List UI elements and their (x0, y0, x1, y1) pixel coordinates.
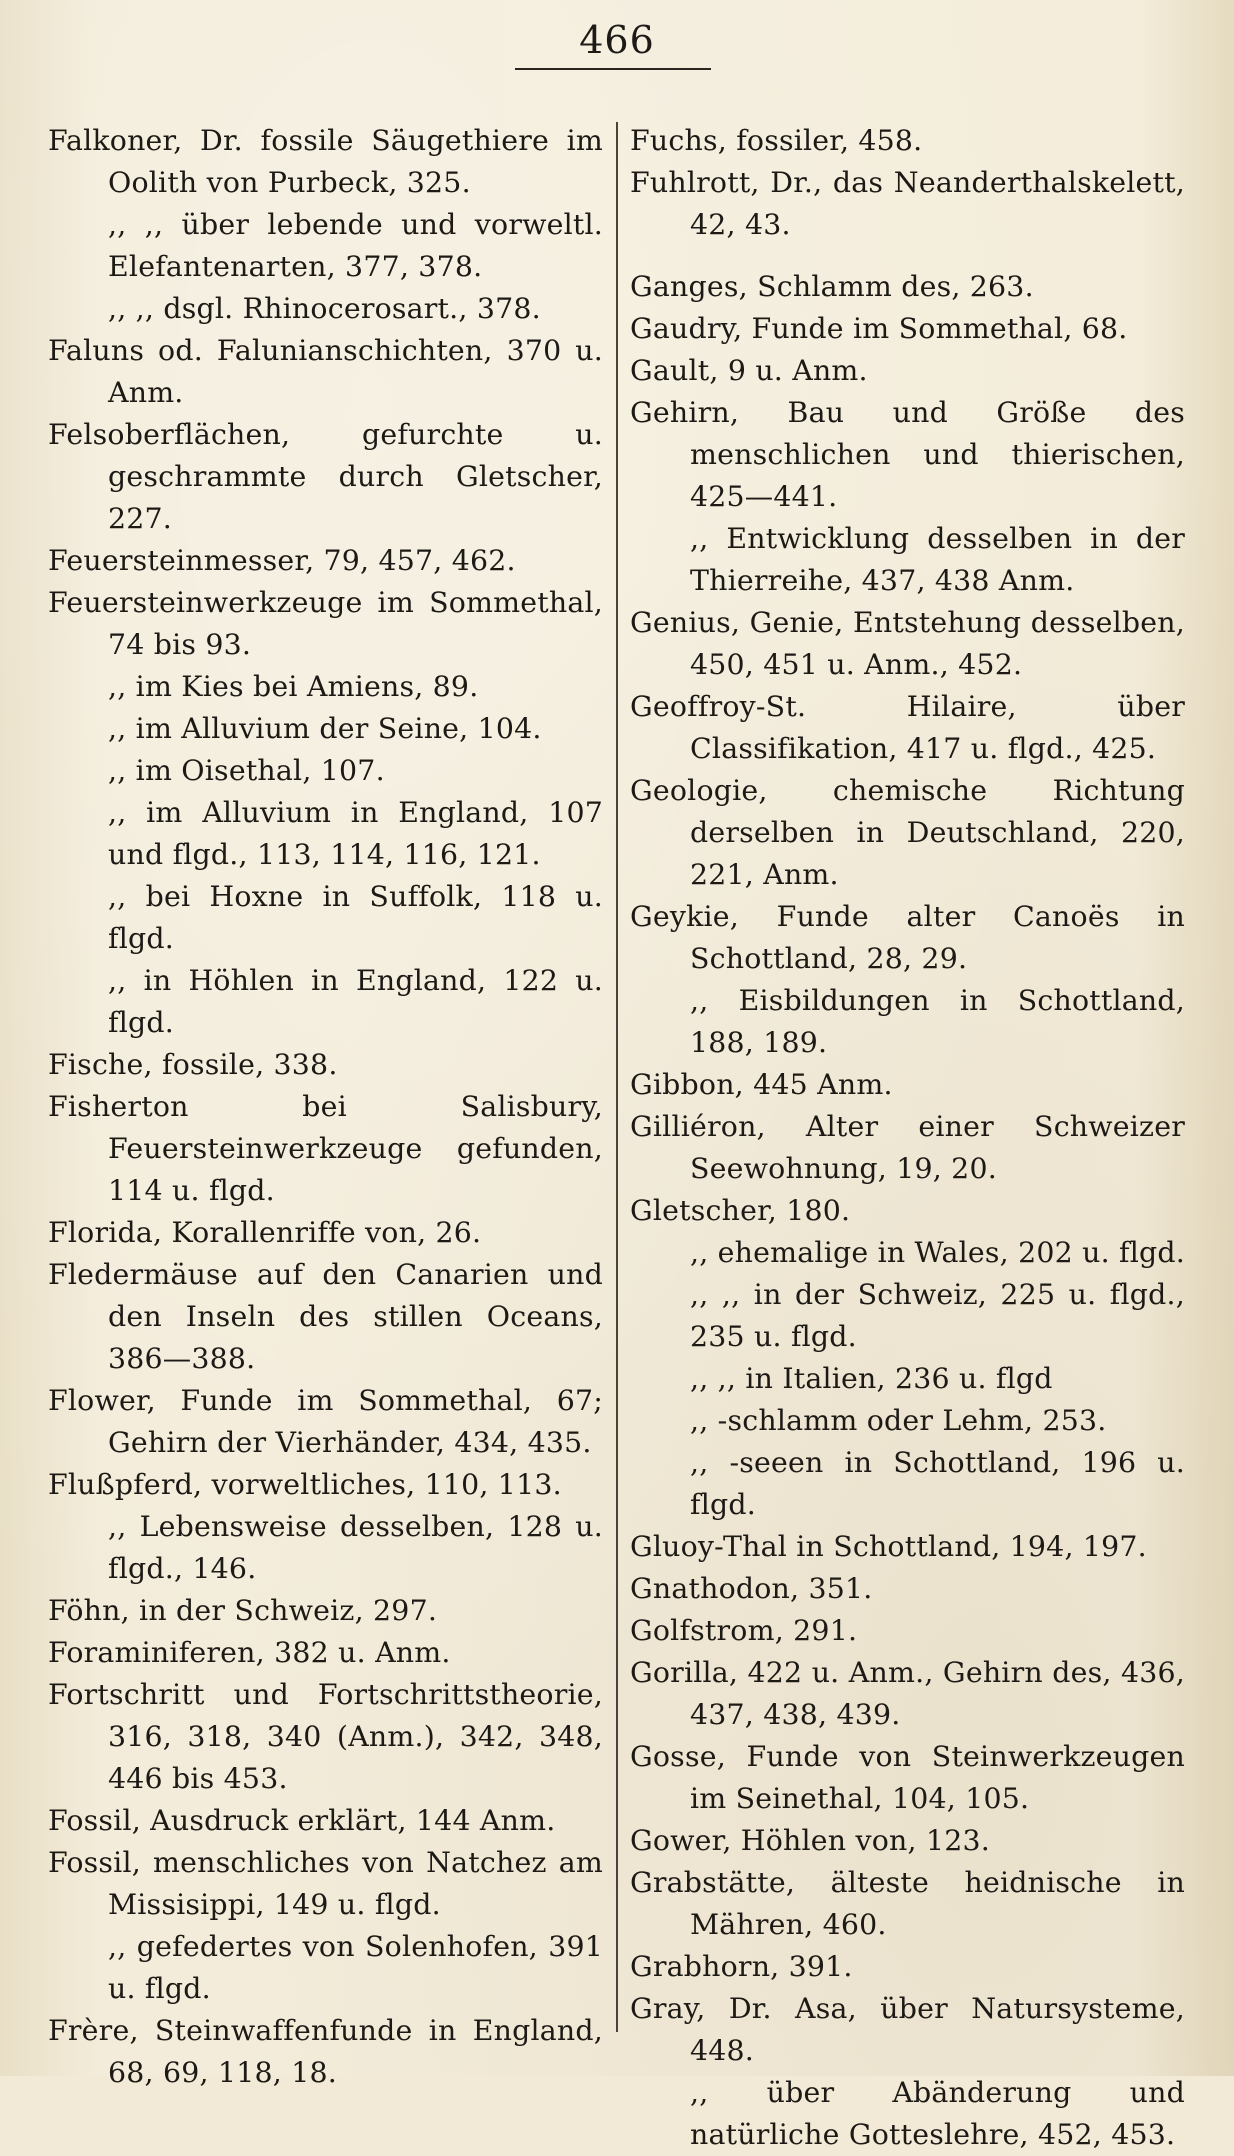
index-column-right (630, 120, 1185, 2156)
index-entry: Gilliéron, Alter einer Schweizer Seewohnung, 19, 20. (630, 1110, 1185, 1185)
index-entry: Fortschritt und Fortschrittstheorie, 316, 318, 340 (Anm.), 342, 348, 446 bis 453. (48, 1678, 603, 1795)
index-entry: ,, Entwicklung desselben in der Thierreihe, 437, 438 Anm. (690, 522, 1185, 597)
index-entry: ,, im Alluvium in England, 107 und flgd., 113, 114, 116, 121. (108, 796, 603, 871)
index-entry: ,, ,, in der Schweiz, 225 u. flgd., 235 u. flgd. (690, 1278, 1185, 1353)
index-entry: Grabstätte, älteste heidnische in Mähren, 460. (630, 1866, 1185, 1941)
index-entry: Gower, Höhlen von, 123. (630, 1824, 990, 1857)
index-entry: Gehirn, Bau und Größe des menschlichen und thierischen, 425—441. (630, 396, 1185, 513)
index-entry: Fossil, Ausdruck erklärt, 144 Anm. (48, 1804, 556, 1837)
index-entry: Florida, Korallenriffe von, 26. (48, 1216, 482, 1249)
index-entry: ,, im Oisethal, 107. (108, 754, 385, 787)
index-entry: Frère, Steinwaffenfunde in England, 68, 69, 118, 18. (48, 2014, 603, 2089)
index-entry: Fuchs, fossiler, 458. (630, 124, 923, 157)
index-entry: Gault, 9 u. Anm. (630, 354, 868, 387)
index-entry: Gosse, Funde von Steinwerkzeugen im Seinethal, 104, 105. (630, 1740, 1185, 1815)
index-entry: Gibbon, 445 Anm. (630, 1068, 893, 1101)
index-entry: Feuersteinwerkzeuge im Sommethal, 74 bis 93. (48, 586, 603, 661)
page-number: 466 (579, 18, 655, 62)
index-entry: Felsoberflächen, gefurchte u. geschrammte durch Gletscher, 227. (48, 418, 603, 535)
index-entry: ,, -seeen in Schottland, 196 u. flgd. (690, 1446, 1185, 1521)
index-entry: ,, ,, in Italien, 236 u. flgd (690, 1362, 1053, 1395)
index-entry: Geologie, chemische Richtung derselben in Deutschland, 220, 221, Anm. (630, 774, 1185, 891)
index-entry: ,, im Kies bei Amiens, 89. (108, 670, 479, 703)
index-entry: ,, Lebensweise desselben, 128 u. flgd., 146. (108, 1510, 603, 1585)
index-entry: Geoffroy-St. Hilaire, über Classifikation, 417 u. flgd., 425. (630, 690, 1185, 765)
index-entry: Fische, fossile, 338. (48, 1048, 338, 1081)
index-entry: Gaudry, Funde im Sommethal, 68. (630, 312, 1128, 345)
index-entry: Falkoner, Dr. fossile Säugethiere im Oolith von Purbeck, 325. (48, 124, 603, 199)
index-entry: Fledermäuse auf den Canarien und den Inseln des stillen Oceans, 386—388. (48, 1258, 603, 1375)
index-entry: Flußpferd, vorweltliches, 110, 113. (48, 1468, 562, 1501)
index-entry: Gluoy-Thal in Schottland, 194, 197. (630, 1530, 1147, 1563)
index-entry: ,, Eisbildungen in Schottland, 188, 189. (690, 984, 1185, 1059)
index-entry: Feuersteinmesser, 79, 457, 462. (48, 544, 516, 577)
index-entry: Grabhorn, 391. (630, 1950, 853, 1983)
index-entry: Gray, Dr. Asa, über Natursysteme, 448. (630, 1992, 1185, 2067)
index-entry: Geykie, Funde alter Canoës in Schottland, 28, 29. (630, 900, 1185, 975)
index-column-left (48, 120, 603, 2094)
index-entry: Ganges, Schlamm des, 263. (630, 270, 1034, 303)
index-entry: Gnathodon, 351. (630, 1572, 873, 1605)
column-divider (616, 122, 618, 2032)
index-entry: Fisherton bei Salisbury, Feuersteinwerkzeuge gefunden, 114 u. flgd. (48, 1090, 603, 1207)
index-entry: ,, ehemalige in Wales, 202 u. flgd. (690, 1236, 1186, 1269)
index-entry: ,, -schlamm oder Lehm, 253. (690, 1404, 1107, 1437)
index-entry: ,, über Abänderung und natürliche Gotteslehre, 452, 453. (690, 2076, 1185, 2151)
index-entry: Fossil, menschliches von Natchez am Missisippi, 149 u. flgd. (48, 1846, 603, 1921)
index-entry: Golfstrom, 291. (630, 1614, 858, 1647)
index-entry: ,, ,, über lebende und vorweltl. Elefantenarten, 377, 378. (108, 208, 603, 283)
index-entry: ,, im Alluvium der Seine, 104. (108, 712, 542, 745)
index-entry: Fuhlrott, Dr., das Neanderthalskelett, 42, 43. (630, 166, 1185, 241)
index-entry: Flower, Funde im Sommethal, 67; Gehirn der Vierhänder, 434, 435. (48, 1384, 603, 1459)
index-entry: Föhn, in der Schweiz, 297. (48, 1594, 438, 1627)
index-entry: ,, bei Hoxne in Suffolk, 118 u. flgd. (108, 880, 603, 955)
index-entry: Gorilla, 422 u. Anm., Gehirn des, 436, 437, 438, 439. (630, 1656, 1185, 1731)
index-entry: ,, ,, dsgl. Rhinocerosart., 378. (108, 292, 541, 325)
index-entry: Faluns od. Falunianschichten, 370 u. Anm. (48, 334, 603, 409)
header-rule (515, 68, 711, 70)
index-entry: Foraminiferen, 382 u. Anm. (48, 1636, 451, 1669)
index-entry: Genius, Genie, Entstehung desselben, 450, 451 u. Anm., 452. (630, 606, 1185, 681)
index-entry: ,, gefedertes von Solenhofen, 391 u. flgd. (108, 1930, 603, 2005)
index-entry: Gletscher, 180. (630, 1194, 851, 1227)
index-entry: ,, in Höhlen in England, 122 u. flgd. (108, 964, 603, 1039)
